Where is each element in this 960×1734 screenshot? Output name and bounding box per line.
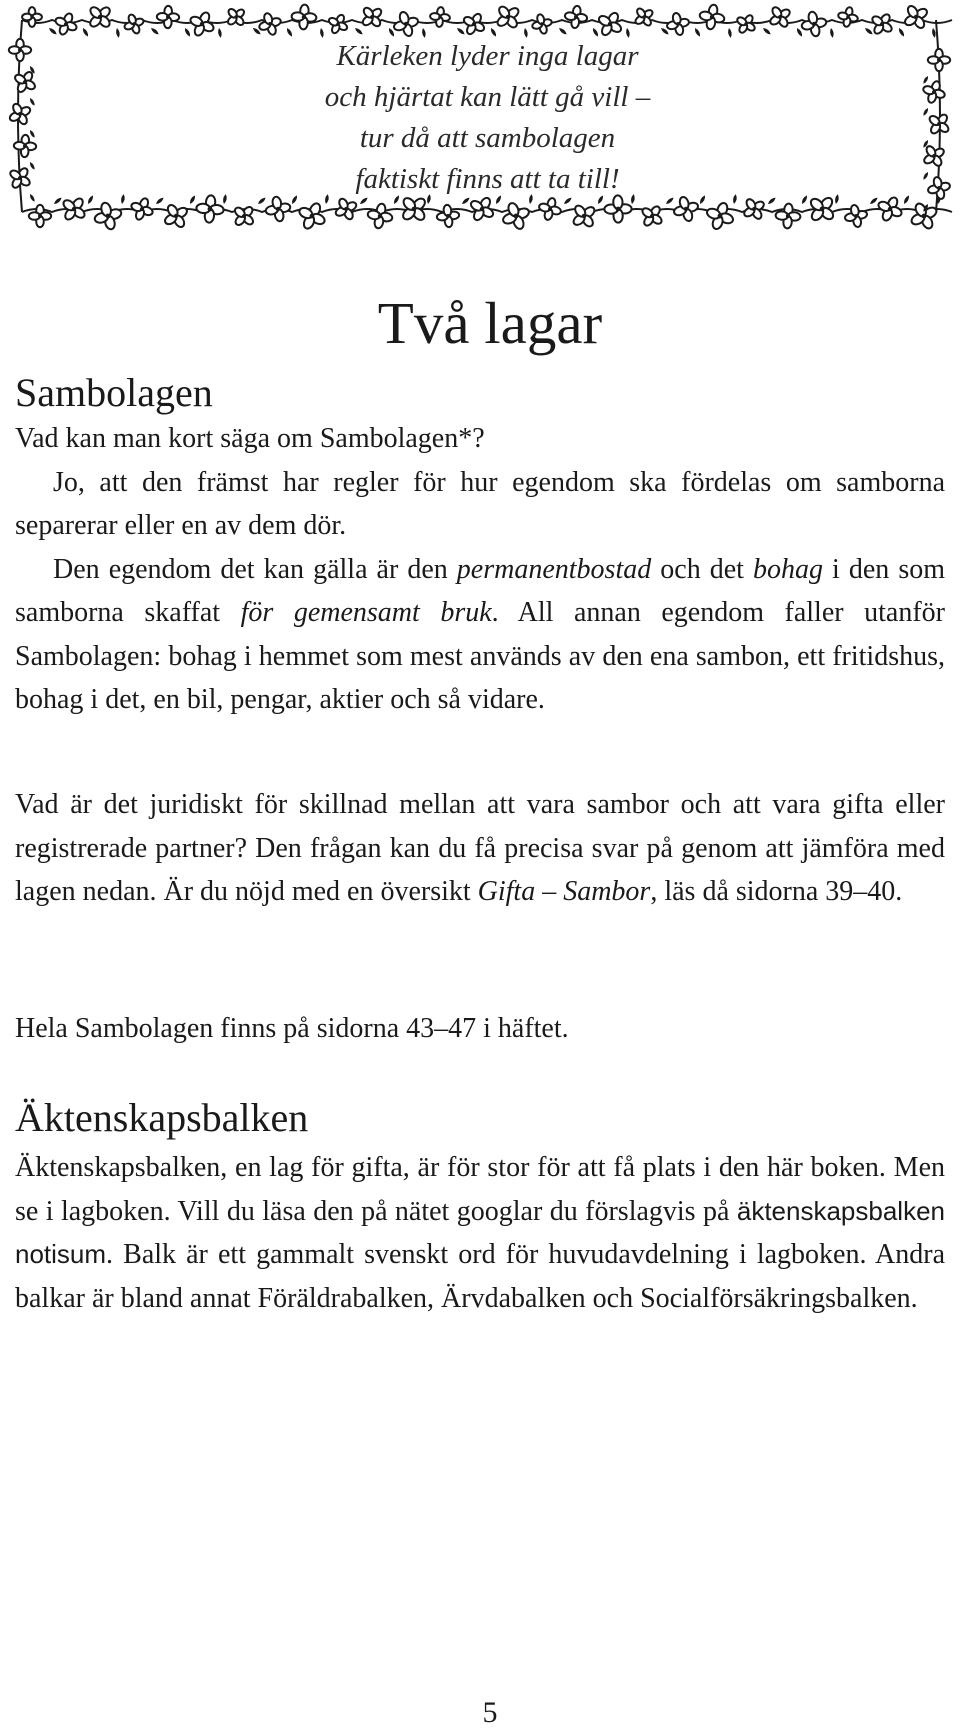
leaf-ornament — [456, 27, 466, 36]
flower-ornament — [436, 204, 461, 229]
flower-ornament — [391, 9, 422, 40]
flower-ornament — [491, 0, 526, 34]
leaf-ornament — [29, 193, 36, 202]
poem-line: och hjärtat kan lätt gå vill – — [324, 81, 651, 113]
flower-ornament — [9, 39, 31, 61]
text-run: Den egendom det kan gälla är den — [53, 553, 457, 585]
flower-ornament — [156, 5, 179, 28]
reference-paragraph: Hela Sambolagen finns på sidorna 43–47 i häftet. — [15, 1013, 569, 1044]
flower-ornament — [159, 199, 193, 233]
text-run: , läs då sidorna 39–40. — [650, 876, 903, 907]
flower-ornament — [459, 9, 489, 39]
poem-line: faktiskt finns att ta till! — [355, 163, 620, 195]
poem-line: tur då att sambolagen — [359, 122, 616, 154]
flower-ornament — [836, 5, 860, 29]
flower-ornament — [567, 199, 602, 234]
sambolagen-intro — [15, 417, 945, 722]
flower-ornament — [866, 8, 897, 39]
flower-ornament — [291, 4, 317, 30]
flower-ornament — [91, 199, 125, 233]
sambolagen-comparison — [15, 783, 945, 914]
flower-ornament — [6, 99, 35, 129]
heading-sambolagen: Sambolagen — [15, 370, 213, 415]
leaf-ornament — [922, 75, 929, 84]
search-term: äktenskapsbalken notisum — [15, 1195, 945, 1269]
flower-ornament — [799, 9, 828, 38]
flower-ornament — [703, 199, 738, 234]
answer-paragraph: Jo, att den främst har regler för hur egendom ska fördelas om samborna separerar eller en av dem dör. — [15, 466, 945, 541]
flower-ornament — [13, 134, 36, 157]
flower-ornament — [429, 6, 451, 28]
text-run: Vad är det juridiskt för skillnad mellan att vara sambor och att vara gifta eller registrerade partner? Den frågan kan du få precisa svar på genom att jämföra med lagen nedan. Är du nöjd med en översikt — [15, 789, 945, 907]
leaf-ornament — [558, 27, 568, 36]
flower-ornament — [82, 0, 117, 35]
emphasis-gemensamt-bruk: för gemensamt bruk — [240, 597, 492, 628]
flower-ornament — [636, 200, 667, 231]
heading-aktenskapsbalken: Äktenskapsbalken — [15, 1095, 309, 1140]
leaf-ornament — [931, 28, 936, 38]
leaf-ornament — [29, 97, 36, 106]
leaf-ornament — [48, 27, 58, 36]
flower-ornament — [366, 202, 395, 231]
emphasis-gifta-sambor: Gifta – Sambor — [477, 876, 651, 907]
flower-ornament — [294, 198, 330, 234]
text-run: . Balk är ett gammalt svenskt ord för huvudavdelning i lagboken. Andra balkar är bland annat Föräldrabalken, Ärvdabalken och Socialförsäkringsbalken. — [15, 1239, 945, 1314]
flower-ornament — [10, 67, 41, 98]
text-run: i den som samborna skaffat — [15, 553, 946, 628]
flower-ornament — [29, 205, 51, 227]
aktenskapsbalken-text — [15, 1146, 945, 1320]
poem-line: Kärleken lyder inga lagar — [336, 40, 639, 72]
emphasis-bohag: bohag — [753, 553, 823, 585]
flower-ornament — [775, 203, 801, 229]
poem — [60, 36, 915, 200]
flower-ornament — [325, 11, 352, 38]
flower-ornament — [222, 3, 250, 31]
flower-ornament — [765, 2, 796, 33]
flower-ornament — [498, 198, 534, 234]
sambolagen-reference — [15, 1007, 945, 1051]
comparison-paragraph — [15, 783, 945, 914]
flower-ornament — [665, 11, 692, 38]
flower-ornament — [732, 10, 759, 37]
flower-ornament — [928, 49, 950, 71]
text-run: och det — [651, 553, 753, 585]
leaf-ornament — [150, 27, 160, 36]
text-run: Äktenskapsbalken, en lag för gifta, är för stor för att få plats i den här boken. Men se i lagboken. Vill du läsa den på nätet googlar du förslagvis på — [15, 1152, 945, 1227]
property-paragraph — [15, 548, 945, 722]
leaf-ornament — [354, 27, 364, 36]
page-number: 5 — [482, 1696, 498, 1729]
flower-ornament — [925, 174, 952, 201]
leaf-ornament — [864, 27, 874, 36]
aktenskapsbalken-paragraph — [15, 1146, 945, 1320]
flower-ornament — [563, 4, 588, 29]
flower-ornament — [843, 203, 869, 229]
flower-ornament — [228, 200, 260, 232]
question-paragraph: Vad kan man kort säga om Sambolagen*? — [15, 423, 485, 454]
flower-ornament — [356, 1, 387, 32]
text-run: . All annan egendom faller utanför Sambolagen: bohag i hemmet som mest används av den ena sambon, ett fritidshus, bohag i det, en bil, pengar, aktier och så vidare. — [15, 597, 945, 715]
leaf-ornament — [762, 27, 772, 36]
flower-ornament — [698, 3, 727, 32]
flower-ornament — [530, 12, 554, 36]
leaf-ornament — [29, 161, 36, 170]
page-title: Två lagar — [377, 290, 603, 356]
flower-ornament — [121, 11, 147, 37]
flower-ornament — [919, 141, 950, 172]
leaf-ornament — [29, 129, 36, 138]
flower-ornament — [630, 3, 658, 31]
flower-ornament — [899, 0, 933, 34]
emphasis-permanentbostad: permanentbostad — [456, 553, 652, 585]
leaf-ornament — [922, 171, 929, 180]
leaf-ornament — [922, 107, 929, 116]
